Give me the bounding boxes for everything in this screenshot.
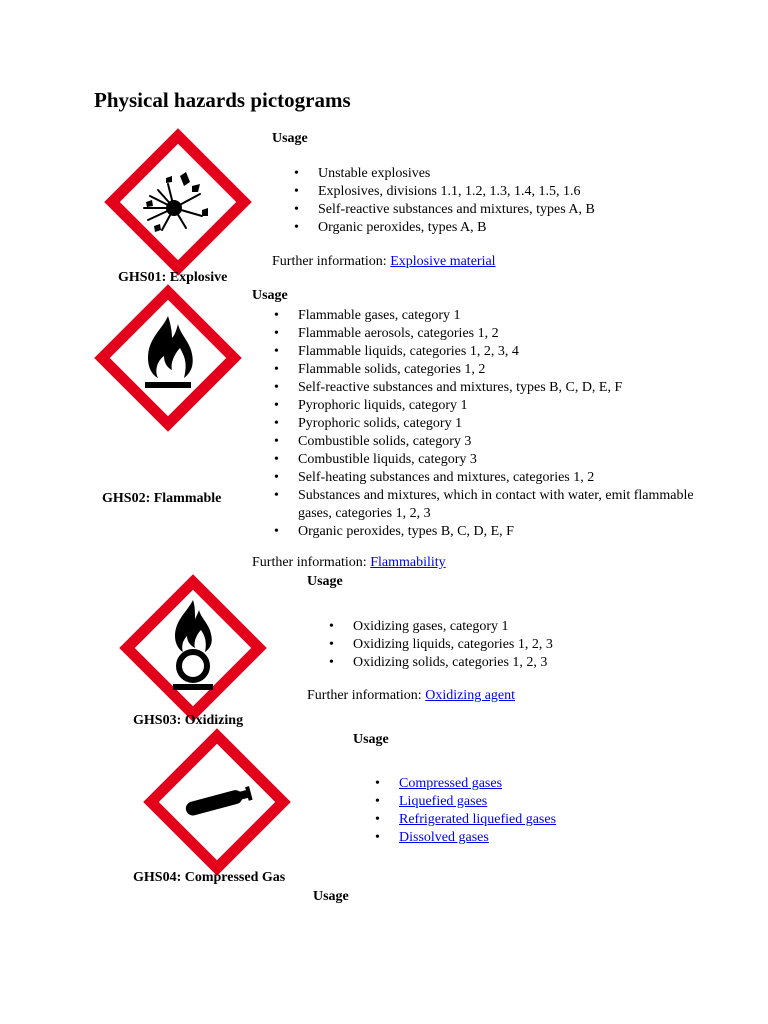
list-item	[373, 811, 733, 829]
list-item: • Pyrophoric solids, category 1	[272, 415, 702, 433]
usage-heading: Usage	[313, 889, 349, 904]
usage-list	[272, 307, 702, 541]
further-information	[307, 688, 515, 704]
list-item: • Flammable aerosols, categories 1, 2	[272, 325, 702, 343]
refrigerated-liquefied-gases-link[interactable]: Refrigerated liquefied gases	[399, 812, 557, 827]
pictogram-caption: GHS02: Flammable	[102, 491, 222, 506]
usage-heading: Usage	[353, 732, 389, 747]
list-item: • Oxidizing gases, category 1	[327, 618, 707, 636]
flammability-link[interactable]: Flammability	[370, 555, 446, 570]
further-information	[252, 555, 446, 571]
gas-cylinder-icon	[145, 730, 289, 874]
explosive-material-link[interactable]: Explosive material	[390, 254, 496, 269]
list-item: • Self-reactive substances and mixtures, types A, B	[292, 201, 732, 219]
list-item: • Organic peroxides, types B, C, D, E, F	[272, 523, 702, 541]
liquefied-gases-link[interactable]: Liquefied gases	[399, 794, 488, 809]
page-title: Physical hazards pictograms	[94, 88, 351, 112]
flame-icon	[96, 286, 240, 430]
compressed-gases-link[interactable]: Compressed gases	[399, 776, 503, 791]
list-item: • Pyrophoric liquids, category 1	[272, 397, 702, 415]
usage-heading: Usage	[307, 574, 343, 589]
dissolved-gases-link[interactable]: Dissolved gases	[399, 830, 489, 845]
pictogram-caption: GHS04: Compressed Gas	[133, 870, 286, 885]
usage-list	[327, 618, 707, 672]
list-item: • Explosives, divisions 1.1, 1.2, 1.3, 1.4, 1.5, 1.6	[292, 183, 732, 201]
list-item: • Oxidizing liquids, categories 1, 2, 3	[327, 636, 707, 654]
pictogram-caption: GHS03: Oxidizing	[133, 713, 244, 728]
list-item: • Combustible solids, category 3	[272, 433, 702, 451]
list-item: • Flammable solids, categories 1, 2	[272, 361, 702, 379]
list-item: • Self-reactive substances and mixtures, types B, C, D, E, F	[272, 379, 702, 397]
usage-heading: Usage	[272, 131, 308, 146]
list-item: • Unstable explosives	[292, 165, 732, 183]
list-item	[373, 829, 733, 847]
further-information	[272, 254, 496, 270]
usage-list	[373, 775, 733, 847]
oxidizing-agent-link[interactable]: Oxidizing agent	[425, 688, 516, 703]
list-item: • Flammable liquids, categories 1, 2, 3, 4	[272, 343, 702, 361]
list-item	[373, 793, 733, 811]
further-information-label: Further information:	[252, 555, 367, 570]
exploding-bomb-icon	[106, 130, 250, 274]
list-item	[373, 775, 733, 793]
further-information-label: Further information:	[307, 688, 422, 703]
list-item: • Flammable gases, category 1	[272, 307, 702, 325]
flame-over-circle-icon	[121, 576, 265, 720]
pictogram-caption: GHS01: Explosive	[118, 270, 228, 285]
further-information-label: Further information:	[272, 254, 387, 269]
list-item: • Self-heating substances and mixtures, categories 1, 2	[272, 469, 702, 487]
list-item: • Organic peroxides, types A, B	[292, 219, 732, 237]
list-item: • Oxidizing solids, categories 1, 2, 3	[327, 654, 707, 672]
usage-heading: Usage	[252, 288, 288, 303]
usage-list	[292, 165, 732, 237]
list-item: • Substances and mixtures, which in contact with water, emit flammable gases, categories 1, 2, 3	[272, 487, 702, 523]
list-item: • Combustible liquids, category 3	[272, 451, 702, 469]
